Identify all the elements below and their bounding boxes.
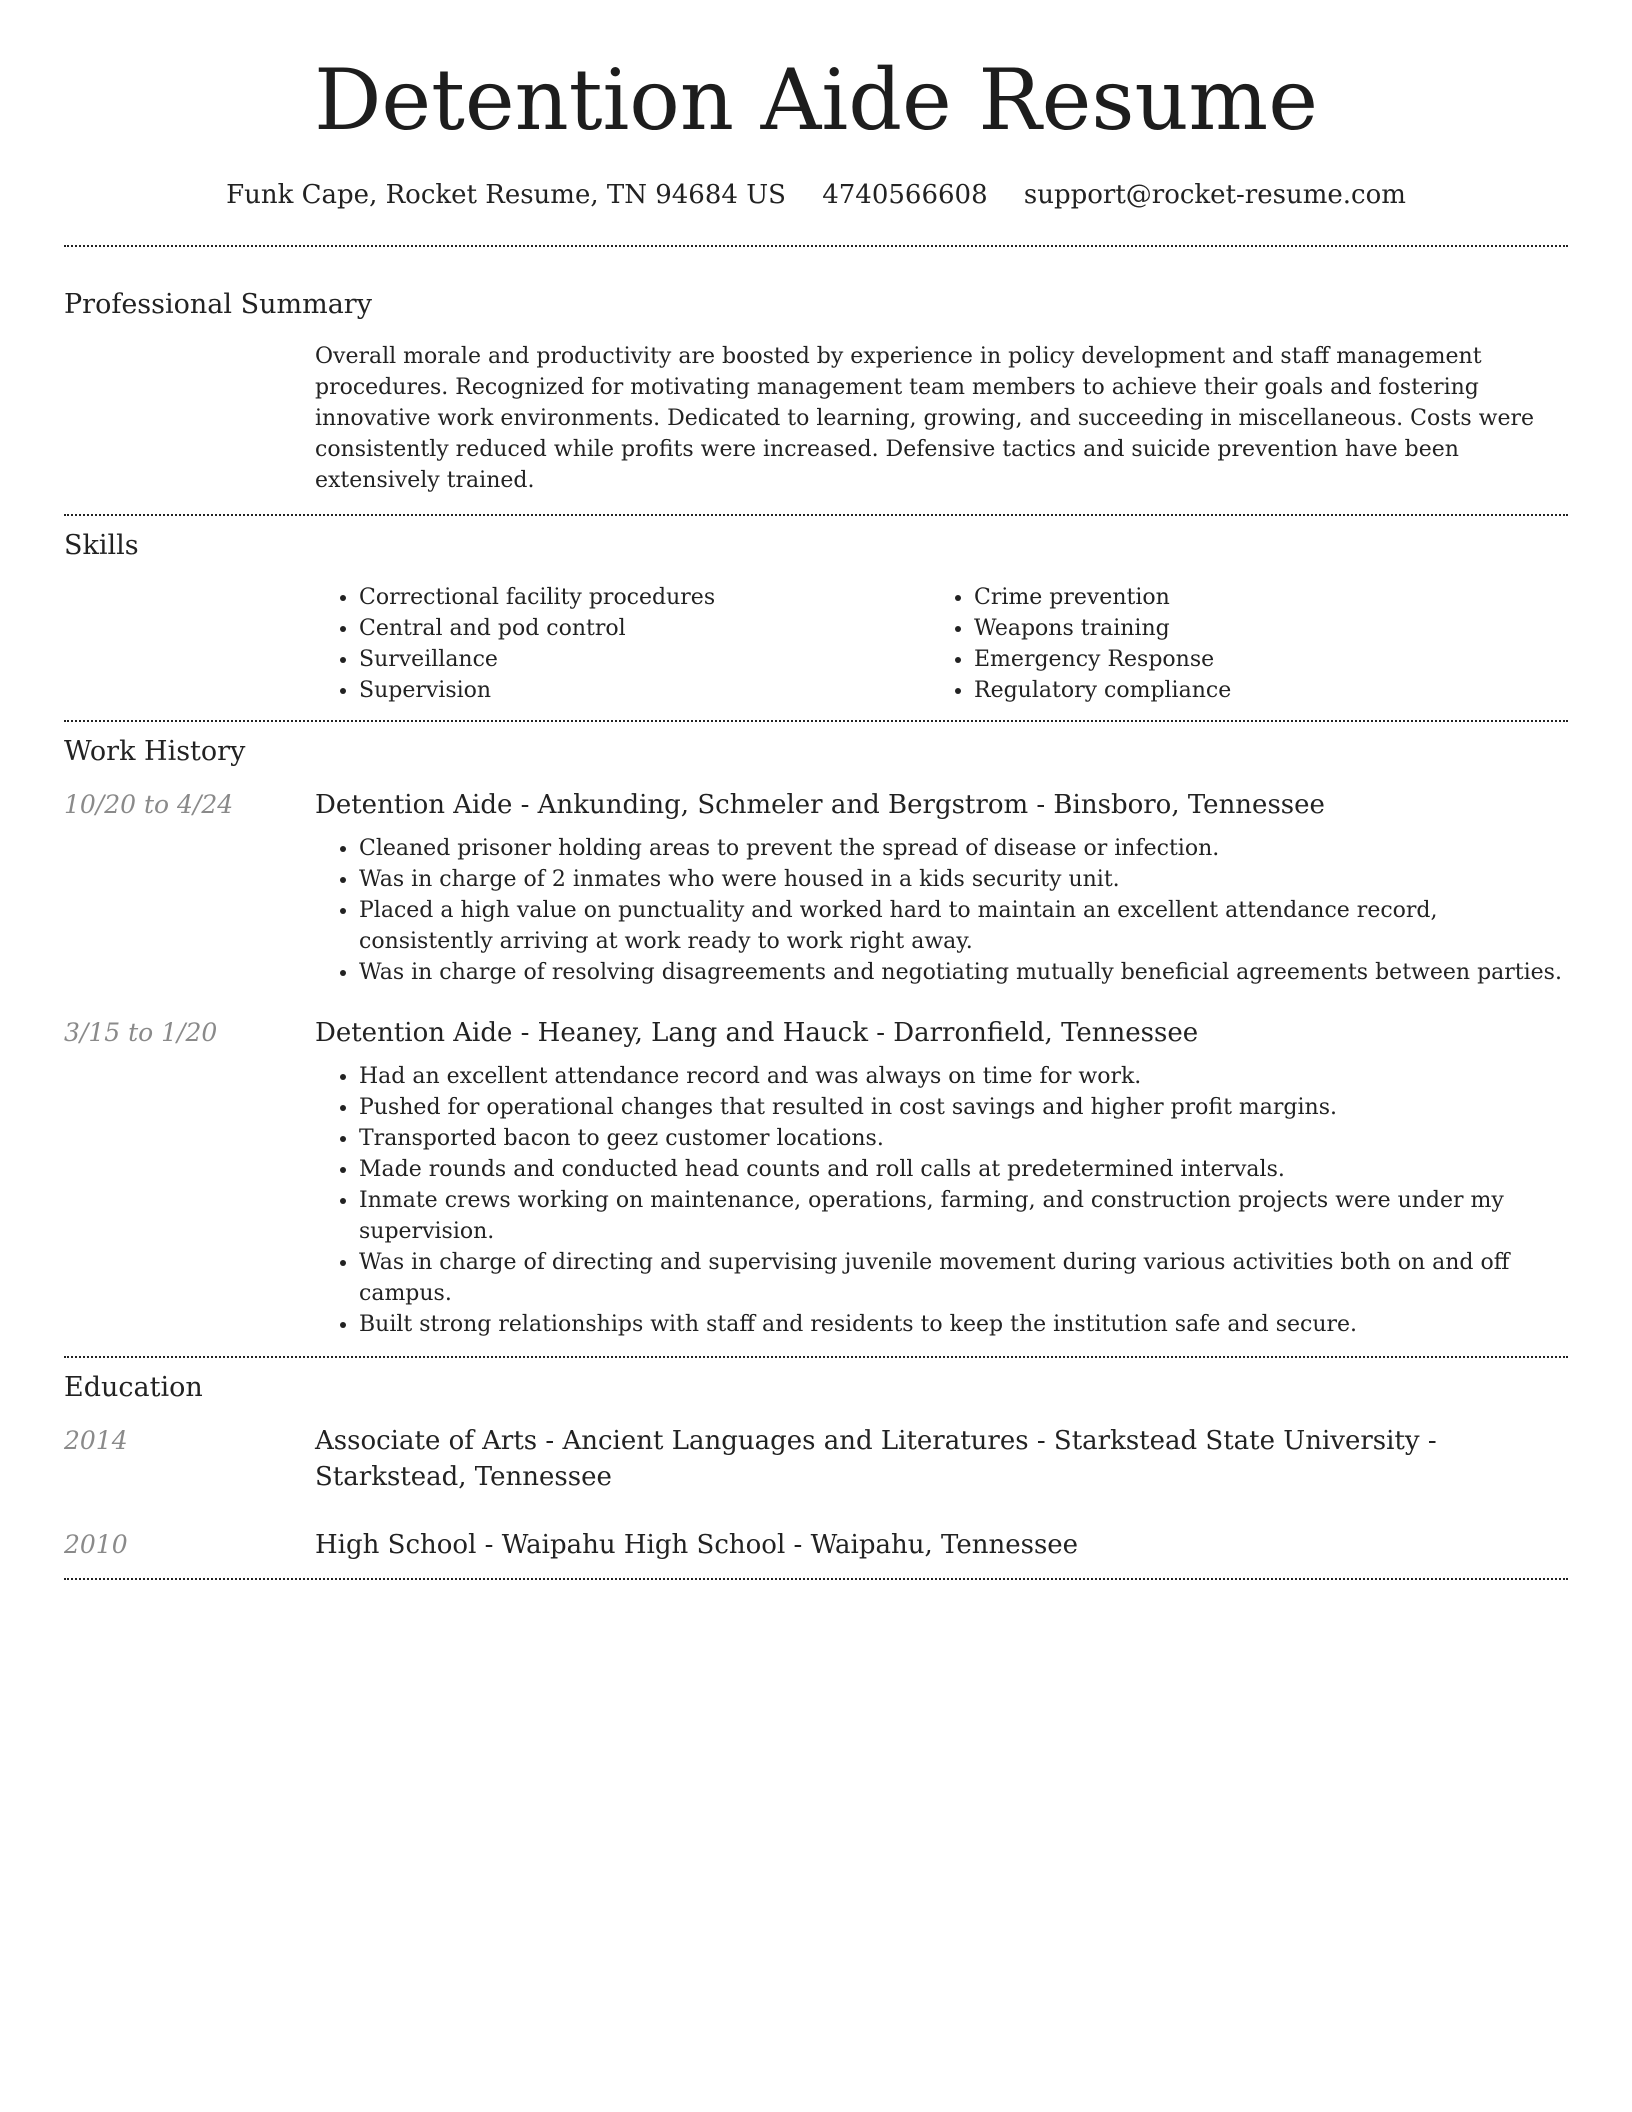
contact-address: Funk Cape, Rocket Resume, TN 94684 US (226, 180, 786, 210)
divider (64, 514, 1568, 516)
job-bullet: • Transported bacon to geez customer locations. (359, 1123, 1568, 1154)
job-title: Detention Aide - Ankunding, Schmeler and Bergstrom - Binsboro, Tennessee (315, 790, 1325, 820)
job-bullet: • Made rounds and conducted head counts and roll calls at predetermined intervals. (359, 1154, 1568, 1185)
job-bullet: • Was in charge of directing and supervising juvenile movement during various activities both on and off campus. (359, 1247, 1568, 1309)
job-dates: 10/20 to 4/24 (64, 790, 234, 819)
job-bullet: • Inmate crews working on maintenance, operations, farming, and construction projects were under my supervision. (359, 1185, 1568, 1247)
job-title: Detention Aide - Heaney, Lang and Hauck - Darronfield, Tennessee (315, 1018, 1199, 1048)
skill-item: • Central and pod control (359, 613, 930, 644)
education-entry (64, 1527, 1568, 1563)
education-year: 2010 (64, 1530, 128, 1559)
contact-email: support@rocket-resume.com (1023, 180, 1406, 210)
job-bullet: • Cleaned prisoner holding areas to prevent the spread of disease or infection. (359, 833, 1568, 864)
education-text: High School - Waipahu High School - Waipahu, Tennessee (315, 1530, 1079, 1560)
skills-heading: Skills (64, 530, 139, 561)
education-text: Associate of Arts - Ancient Languages and Literatures - Starkstead State University - Starkstead, Tennessee (315, 1426, 1437, 1492)
resume-title: Detention Aide Resume (314, 51, 1318, 149)
contact-phone: 4740566608 (822, 180, 988, 210)
divider (64, 720, 1568, 722)
job-bullet: • Was in charge of resolving disagreements and negotiating mutually beneficial agreements between parties. (359, 957, 1568, 988)
summary-heading: Professional Summary (64, 289, 372, 320)
skill-item: • Regulatory compliance (974, 675, 1545, 706)
skills-row (64, 582, 1568, 706)
job-bullet: • Pushed for operational changes that resulted in cost savings and higher profit margins. (359, 1092, 1568, 1123)
summary-row (64, 341, 1568, 496)
job-bullet: • Placed a high value on punctuality and worked hard to maintain an excellent attendance record, consistently arriving at work ready to work right away. (359, 895, 1568, 957)
summary-text: Overall morale and productivity are boosted by experience in policy development and staff management procedures. Recognized for motivating management team members to achieve their goals and fostering innovative work environments. Dedicated to learning, growing, and succeeding in miscellaneous. Costs were consistently reduced while profits were increased. Defensive tactics and suicide prevention have been extensively trained. (315, 344, 1535, 493)
job-bullet: • Built strong relationships with staff and residents to keep the institution safe and secure. (359, 1309, 1568, 1340)
skills-lists (315, 582, 1568, 706)
job-bullets (315, 1061, 1568, 1340)
skill-item: • Crime prevention (974, 582, 1545, 613)
skills-list-left (315, 582, 930, 706)
skills-list-right (930, 582, 1545, 706)
skill-item: • Supervision (359, 675, 930, 706)
skill-item: • Emergency Response (974, 644, 1545, 675)
education-entry (64, 1423, 1568, 1495)
job-entry (64, 1015, 1568, 1340)
job-bullets (315, 833, 1568, 988)
job-bullet: • Was in charge of 2 inmates who were housed in a kids security unit. (359, 864, 1568, 895)
contact-line (64, 182, 1568, 208)
divider (64, 245, 1568, 247)
divider (64, 1578, 1568, 1580)
job-dates: 3/15 to 1/20 (64, 1018, 218, 1047)
skill-item: • Surveillance (359, 644, 930, 675)
education-year: 2014 (64, 1426, 128, 1455)
education-heading: Education (64, 1372, 203, 1403)
skill-item: • Correctional facility procedures (359, 582, 930, 613)
skill-item: • Weapons training (974, 613, 1545, 644)
resume-page (64, 0, 1568, 1580)
divider (64, 1356, 1568, 1358)
job-bullet: • Had an excellent attendance record and was always on time for work. (359, 1061, 1568, 1092)
work-heading: Work History (64, 736, 246, 767)
job-entry (64, 787, 1568, 988)
